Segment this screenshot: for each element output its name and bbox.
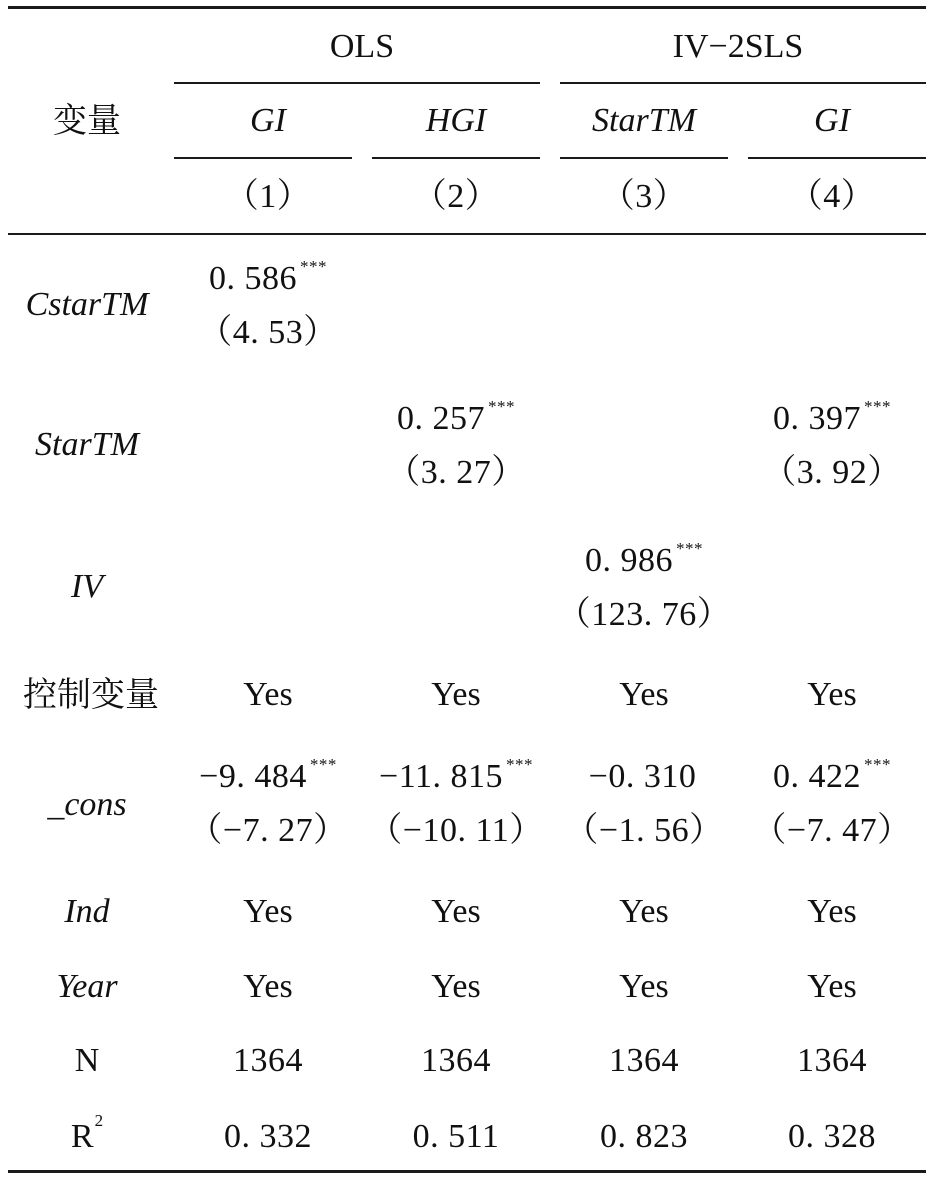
r2-col3: 0. 823 (600, 1118, 688, 1155)
ols-group-rule (174, 82, 540, 84)
n-col4: 1364 (797, 1042, 867, 1079)
row-label-controls: 控制变量 (23, 675, 159, 715)
row-label-year: Year (56, 968, 118, 1005)
r2-col4: 0. 328 (788, 1118, 876, 1155)
significance-stars: *** (864, 755, 891, 774)
r2-label-sup: 2 (94, 1111, 104, 1130)
header-bottom-rule (8, 233, 926, 235)
cstartm-coef-col1 (174, 257, 362, 297)
row-label-startm: StarTM (35, 426, 139, 463)
top-rule (8, 6, 926, 9)
cons-t-col3: （−1. 56） (564, 812, 724, 849)
col-num-4: （4） (788, 178, 876, 215)
coef-value: 0. 422 (773, 758, 861, 795)
cons-t-col2: （−10. 11） (368, 812, 544, 849)
r2-col2: 0. 511 (412, 1118, 500, 1155)
significance-stars: *** (309, 755, 337, 774)
cons-t-col4: （−7. 47） (752, 812, 912, 849)
significance-stars: *** (300, 257, 327, 276)
r2-label-main: R (70, 1118, 94, 1155)
dep-var-col4: GI (814, 102, 850, 139)
significance-stars: *** (505, 755, 533, 774)
dep-var-col2: HGI (425, 102, 487, 139)
startm-t-col4: （3. 92） (762, 454, 902, 491)
year-col1: Yes (243, 968, 293, 1005)
coef-value: 0. 986 (585, 542, 673, 579)
controls-col1: Yes (243, 676, 293, 713)
row-label-iv: IV (70, 568, 104, 605)
dep-var-col3: StarTM (592, 102, 696, 139)
cons-coef-col2 (362, 755, 550, 795)
variable-header: 变量 (53, 101, 121, 141)
significance-stars: *** (864, 397, 891, 416)
col4-header-rule (748, 157, 926, 159)
ind-col4: Yes (807, 893, 857, 930)
controls-col3: Yes (619, 676, 669, 713)
n-col3: 1364 (609, 1042, 679, 1079)
coef-value: 0. 257 (397, 400, 485, 437)
col-num-2: （2） (412, 178, 500, 215)
ols-group-header: OLS (329, 28, 395, 65)
col3-header-rule (560, 157, 728, 159)
coef-value: −0. 310 (588, 758, 697, 795)
row-label-cstartm: CstarTM (25, 286, 149, 323)
row-label-r2 (0, 1111, 174, 1155)
row-label-ind: Ind (64, 893, 110, 930)
ind-col1: Yes (243, 893, 293, 930)
cons-coef-col1 (174, 755, 362, 795)
coef-value: −11. 815 (379, 758, 503, 795)
bottom-rule (8, 1170, 926, 1173)
col-num-1: （1） (224, 178, 312, 215)
iv-group-header: IV−2SLS (672, 28, 804, 65)
row-label-n: N (74, 1042, 100, 1079)
startm-coef-col2 (362, 397, 550, 437)
cstartm-t-col1: （4. 53） (198, 314, 338, 351)
cons-coef-col3 (550, 760, 738, 794)
year-col2: Yes (431, 968, 481, 1005)
controls-col2: Yes (431, 676, 481, 713)
year-col4: Yes (807, 968, 857, 1005)
ind-col3: Yes (619, 893, 669, 930)
col-num-3: （3） (600, 178, 688, 215)
n-col2: 1364 (421, 1042, 491, 1079)
year-col3: Yes (619, 968, 669, 1005)
significance-stars: *** (488, 397, 515, 416)
coef-value: 0. 586 (209, 260, 297, 297)
coef-value: −9. 484 (199, 758, 307, 795)
col2-header-rule (372, 157, 540, 159)
controls-col4: Yes (807, 676, 857, 713)
ind-col2: Yes (431, 893, 481, 930)
cons-coef-col4 (738, 755, 926, 795)
n-col1: 1364 (233, 1042, 303, 1079)
coef-value: 0. 397 (773, 400, 861, 437)
r2-col1: 0. 332 (224, 1118, 312, 1155)
col1-header-rule (174, 157, 352, 159)
iv-coef-col3 (550, 539, 738, 579)
dep-var-col1: GI (250, 102, 286, 139)
iv-t-col3: （123. 76） (556, 596, 732, 633)
startm-t-col2: （3. 27） (386, 454, 526, 491)
significance-stars: *** (676, 539, 703, 558)
startm-coef-col4 (738, 397, 926, 437)
row-label-cons: _cons (47, 786, 127, 823)
iv-group-rule (560, 82, 926, 84)
cons-t-col1: （−7. 27） (188, 812, 348, 849)
